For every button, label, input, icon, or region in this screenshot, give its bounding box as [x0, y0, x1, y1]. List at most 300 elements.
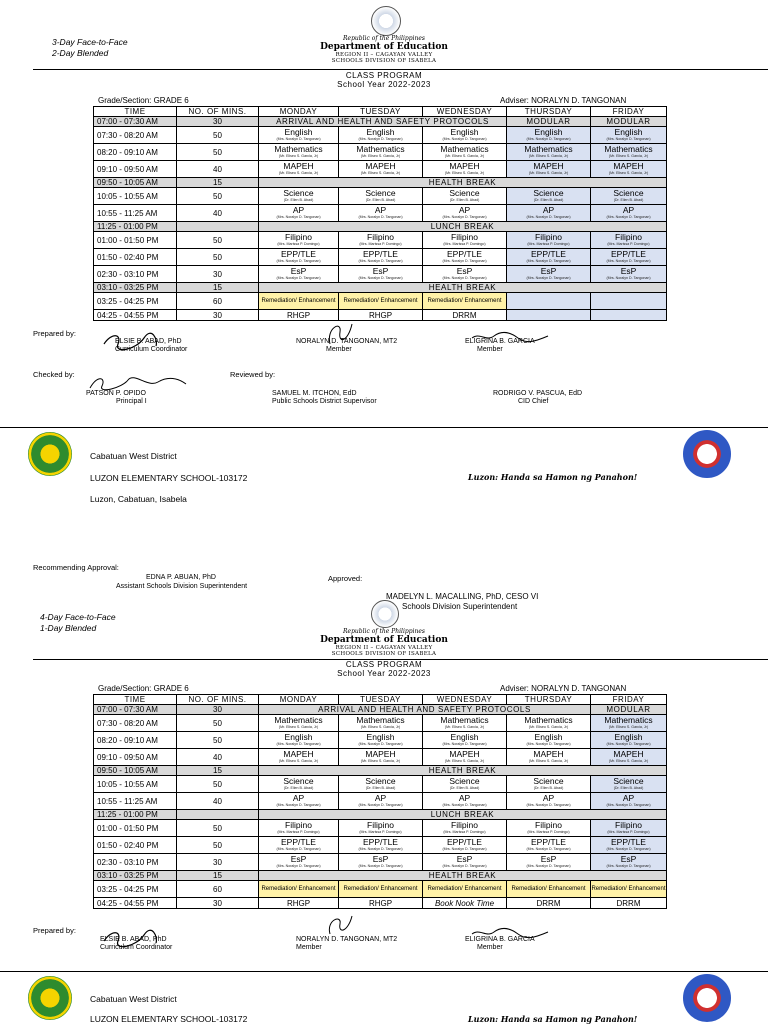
mins-cell: 15 — [177, 766, 259, 776]
subject-cell — [591, 266, 667, 283]
subject: MAPEH — [283, 161, 314, 171]
teacher: (Mr. Eliseo S. Garcia, Jr) — [360, 759, 401, 763]
deped-header — [284, 628, 484, 657]
subject-cell — [259, 127, 339, 144]
table-row — [94, 732, 667, 749]
mins-cell — [177, 222, 259, 232]
table-row — [94, 144, 667, 161]
teacher: (Dr. Ellen B. Abad) — [449, 198, 480, 202]
subject-cell — [507, 127, 591, 144]
subject-cell — [339, 161, 423, 178]
subject: AP — [622, 793, 635, 803]
table-row — [94, 705, 667, 715]
subject: Filipino — [451, 820, 478, 830]
time-cell: 09:50 - 10:05 AM — [94, 178, 177, 188]
reviewer-name: SAMUEL M. ITCHON, EdD — [272, 390, 357, 397]
teacher: (Mrs. Noralyn D. Tangonan) — [606, 742, 651, 746]
subject-cell — [339, 837, 423, 854]
teacher: (Mrs. Marissa P. Domingo) — [359, 830, 402, 834]
subject: EPP/TLE — [447, 837, 482, 847]
subject-cell — [259, 266, 339, 283]
recommending-role: Assistant Schools Division Superintendent — [116, 583, 248, 590]
modular-cell: MODULAR — [507, 117, 591, 127]
teacher: (Mr. Eliseo S. Garcia, Jr) — [528, 725, 569, 729]
subject: AP — [374, 793, 387, 803]
teacher: (Mrs. Noralyn D. Tangonan) — [442, 847, 487, 851]
subject: EsP — [456, 266, 473, 276]
col-header: NO. OF MINS. — [177, 695, 259, 705]
time-cell: 09:10 - 09:50 AM — [94, 749, 177, 766]
adviser: Adviser: NORALYN D. TANGONAN — [500, 96, 627, 105]
schedule-table-2 — [93, 694, 667, 909]
subject-cell — [339, 144, 423, 161]
teacher: (Mrs. Noralyn D. Tangonan) — [442, 742, 487, 746]
table-row — [94, 854, 667, 871]
table-row — [94, 871, 667, 881]
republic-text: Republic of the Philippines — [343, 628, 425, 635]
subject: Filipino — [285, 820, 312, 830]
teacher: (Dr. Ellen B. Abad) — [533, 198, 564, 202]
mins-cell: 50 — [177, 820, 259, 837]
teacher: (Mrs. Noralyn D. Tangonan) — [276, 137, 321, 141]
time-cell: 07:30 - 08:20 AM — [94, 127, 177, 144]
teacher: (Mrs. Noralyn D. Tangonan) — [358, 259, 403, 263]
subject-cell — [339, 854, 423, 871]
remediation-cell — [507, 881, 591, 898]
mins-cell: 40 — [177, 749, 259, 766]
teacher: (Mrs. Noralyn D. Tangonan) — [358, 137, 403, 141]
subject: Filipino — [285, 232, 312, 242]
subject: Science — [613, 776, 644, 786]
remediation-text: Remediation/ Enhancement — [427, 297, 502, 304]
mins-cell: 60 — [177, 293, 259, 310]
preparer-name: NORALYN D. TANGONAN, MT2 — [296, 936, 398, 943]
teacher: (Mrs. Noralyn D. Tangonan) — [526, 276, 571, 280]
subject: English — [366, 732, 395, 742]
subject-cell — [507, 144, 591, 161]
time-cell: 09:50 - 10:05 AM — [94, 766, 177, 776]
subject-cell — [423, 732, 507, 749]
region-text: REGION II – CAGAYAN VALLEY — [335, 52, 433, 58]
preparer-role: Member — [477, 346, 503, 353]
time-cell: 01:00 - 01:50 PM — [94, 820, 177, 837]
col-header: THURSDAY — [507, 107, 591, 117]
recommending-label: Recommending Approval: — [33, 563, 119, 572]
subject: AP — [542, 793, 555, 803]
mode-1 — [52, 37, 128, 59]
remediation-text: Remediation/ Enhancement — [261, 297, 336, 304]
table-row — [94, 188, 667, 205]
subject-cell — [259, 715, 339, 732]
subject-cell — [423, 232, 507, 249]
teacher: (Mrs. Noralyn D. Tangonan) — [606, 847, 651, 851]
preparer-name: NORALYN D. TANGONAN, MT2 — [296, 338, 398, 345]
teacher: (Mrs. Noralyn D. Tangonan) — [358, 276, 403, 280]
subject-cell — [339, 749, 423, 766]
subject-cell — [339, 232, 423, 249]
teacher: (Dr. Ellen B. Abad) — [613, 198, 644, 202]
mode-line: 2-Day Blended — [52, 48, 109, 58]
subject-cell — [259, 188, 339, 205]
mins-cell: 30 — [177, 898, 259, 909]
last-cell: Book Nook Time — [423, 898, 507, 909]
preparer-name: ELIGRINA B. GARCIA — [465, 338, 535, 345]
subject-cell — [259, 732, 339, 749]
teacher: (Mrs. Marissa P. Domingo) — [443, 830, 486, 834]
subject: Science — [449, 188, 480, 198]
col-header: WEDNESDAY — [423, 695, 507, 705]
mins-cell: 50 — [177, 188, 259, 205]
region-text: REGION II – CAGAYAN VALLEY — [335, 645, 433, 651]
mins-cell: 30 — [177, 310, 259, 321]
subject-cell — [423, 188, 507, 205]
subject-cell — [507, 249, 591, 266]
table-header-row — [94, 107, 667, 117]
subject-cell — [339, 266, 423, 283]
table-row — [94, 117, 667, 127]
teacher: (Mrs. Noralyn D. Tangonan) — [606, 137, 651, 141]
deped-seal-icon — [371, 600, 399, 628]
preparer-name: ELIGRINA B. GARCIA — [465, 936, 535, 943]
teacher: (Dr. Ellen B. Abad) — [449, 786, 480, 790]
district-text: Cabatuan West District — [90, 994, 177, 1004]
subject: English — [366, 127, 395, 137]
teacher: (Mr. Eliseo S. Garcia, Jr) — [444, 759, 485, 763]
division-text: SCHOOLS DIVISION OF ISABELA — [331, 58, 437, 64]
table-row — [94, 820, 667, 837]
subject: EPP/TLE — [611, 249, 646, 259]
teacher: (Mrs. Noralyn D. Tangonan) — [276, 847, 321, 851]
remediation-cell — [259, 293, 339, 310]
subject-cell — [507, 854, 591, 871]
time-cell: 11:25 - 01:00 PM — [94, 222, 177, 232]
teacher: (Mr. Eliseo S. Garcia, Jr) — [278, 154, 319, 158]
district-seal-icon — [28, 976, 72, 1020]
subject-cell — [259, 205, 339, 222]
subject-cell — [507, 715, 591, 732]
col-header: FRIDAY — [591, 695, 667, 705]
subject-cell — [423, 749, 507, 766]
dept-text: Department of Education — [320, 42, 448, 52]
mins-cell: 50 — [177, 837, 259, 854]
subject-cell — [339, 820, 423, 837]
table-row — [94, 293, 667, 310]
approved-name: MADELYN L. MACALLING, PhD, CESO VI — [386, 592, 539, 601]
preparer-1 — [115, 338, 187, 354]
year-text: School Year 2022-2023 — [337, 80, 431, 89]
empty-cell — [591, 310, 667, 321]
footer-rule — [0, 427, 768, 428]
subject-cell — [259, 161, 339, 178]
year-text: School Year 2022-2023 — [337, 669, 431, 678]
reviewer-2 — [493, 390, 582, 406]
grade-section: Grade/Section: GRADE 6 — [98, 96, 189, 105]
school-seal-icon — [683, 974, 731, 1022]
subject: EPP/TLE — [363, 249, 398, 259]
preparer-3 — [465, 338, 535, 354]
subject-cell — [423, 854, 507, 871]
remediation-cell — [259, 881, 339, 898]
subject-cell — [423, 776, 507, 793]
dept-text: Department of Education — [320, 635, 448, 645]
remediation-text: Remediation/ Enhancement — [343, 885, 418, 892]
preparer-name: ELSIE B. ABAD, PhD — [115, 338, 182, 345]
table-row — [94, 249, 667, 266]
checker-name: PATSON P. OPIDO — [86, 390, 146, 397]
grade-section: Grade/Section: GRADE 6 — [98, 684, 189, 693]
subject-cell — [591, 732, 667, 749]
subject-cell — [507, 820, 591, 837]
school-text: LUZON ELEMENTARY SCHOOL-103172 — [90, 1014, 248, 1024]
subject-cell — [507, 837, 591, 854]
preparer-role: Curriculum Coordinator — [100, 944, 173, 951]
break-cell: HEALTH BREAK — [259, 283, 667, 293]
subject: EPP/TLE — [363, 837, 398, 847]
teacher: (Mrs. Noralyn D. Tangonan) — [606, 276, 651, 280]
teacher: (Dr. Ellen B. Abad) — [283, 786, 314, 790]
subject-cell — [423, 715, 507, 732]
subject: Science — [365, 776, 396, 786]
table-row — [94, 266, 667, 283]
subject-cell — [507, 232, 591, 249]
subject-cell — [339, 715, 423, 732]
subject: EsP — [456, 854, 473, 864]
teacher: (Mr. Eliseo S. Garcia, Jr) — [528, 154, 569, 158]
teacher: (Mr. Eliseo S. Garcia, Jr) — [360, 154, 401, 158]
col-header: WEDNESDAY — [423, 107, 507, 117]
subject-cell — [591, 820, 667, 837]
table-row — [94, 127, 667, 144]
remediation-text: Remediation/ Enhancement — [427, 885, 502, 892]
teacher: (Mr. Eliseo S. Garcia, Jr) — [278, 171, 319, 175]
preparer-name: ELSIE B. ABAD, PhD — [100, 936, 167, 943]
col-header: THURSDAY — [507, 695, 591, 705]
table-row — [94, 222, 667, 232]
table-row — [94, 793, 667, 810]
table-row — [94, 161, 667, 178]
teacher: (Mr. Eliseo S. Garcia, Jr) — [444, 725, 485, 729]
subject: Filipino — [615, 820, 642, 830]
subject: Science — [449, 776, 480, 786]
table-row — [94, 776, 667, 793]
time-cell: 03:10 - 03:25 PM — [94, 283, 177, 293]
motto-text: Luzon: Handa sa Hamon ng Panahon! — [468, 1014, 638, 1024]
remediation-text: Remediation/ Enhancement — [511, 885, 586, 892]
teacher: (Mr. Eliseo S. Garcia, Jr) — [444, 154, 485, 158]
teacher: (Mrs. Noralyn D. Tangonan) — [606, 864, 651, 868]
subject: Filipino — [367, 232, 394, 242]
col-header: TUESDAY — [339, 695, 423, 705]
teacher: (Mrs. Noralyn D. Tangonan) — [358, 864, 403, 868]
reviewer-1 — [272, 390, 377, 406]
subject-cell — [259, 854, 339, 871]
teacher: (Mrs. Noralyn D. Tangonan) — [526, 259, 571, 263]
subject-cell — [339, 793, 423, 810]
last-cell: RHGP — [339, 310, 423, 321]
subject: AP — [622, 205, 635, 215]
table-row — [94, 881, 667, 898]
subject: Mathematics — [356, 144, 405, 154]
last-cell: RHGP — [259, 898, 339, 909]
teacher: (Mrs. Marissa P. Domingo) — [527, 242, 570, 246]
time-cell: 03:25 - 04:25 PM — [94, 293, 177, 310]
mins-cell: 15 — [177, 871, 259, 881]
mins-cell: 50 — [177, 144, 259, 161]
remediation-cell — [339, 881, 423, 898]
time-cell: 07:30 - 08:20 AM — [94, 715, 177, 732]
teacher: (Mr. Eliseo S. Garcia, Jr) — [608, 154, 649, 158]
subject-cell — [507, 205, 591, 222]
subject-cell — [339, 205, 423, 222]
subject: EPP/TLE — [447, 249, 482, 259]
time-cell: 04:25 - 04:55 PM — [94, 310, 177, 321]
time-cell: 09:10 - 09:50 AM — [94, 161, 177, 178]
deped-header — [284, 35, 484, 64]
mins-cell: 30 — [177, 705, 259, 715]
subject: AP — [458, 793, 471, 803]
prepared-label: Prepared by: — [33, 329, 76, 338]
subject-cell — [507, 732, 591, 749]
teacher: (Mrs. Noralyn D. Tangonan) — [442, 276, 487, 280]
mins-cell: 40 — [177, 205, 259, 222]
table-row — [94, 898, 667, 909]
subject-cell — [591, 127, 667, 144]
subject: EsP — [372, 266, 389, 276]
subject: Mathematics — [604, 715, 653, 725]
subject: Science — [533, 776, 564, 786]
subject: Filipino — [451, 232, 478, 242]
table-row — [94, 205, 667, 222]
subject-cell — [591, 854, 667, 871]
subject-cell — [423, 820, 507, 837]
teacher: (Mrs. Noralyn D. Tangonan) — [526, 864, 571, 868]
subject-cell — [591, 715, 667, 732]
subject-cell — [339, 127, 423, 144]
remediation-cell — [591, 881, 667, 898]
footer-rule — [0, 971, 768, 972]
time-cell: 10:05 - 10:55 AM — [94, 776, 177, 793]
preparer-role: Member — [326, 346, 352, 353]
subject-cell — [259, 793, 339, 810]
teacher: (Mrs. Marissa P. Domingo) — [443, 242, 486, 246]
subject-cell — [591, 776, 667, 793]
teacher: (Mr. Eliseo S. Garcia, Jr) — [278, 725, 319, 729]
subject: MAPEH — [533, 749, 564, 759]
mins-cell: 50 — [177, 732, 259, 749]
teacher: (Mrs. Noralyn D. Tangonan) — [442, 137, 487, 141]
subject: Mathematics — [440, 715, 489, 725]
preparer-role: Member — [477, 944, 503, 951]
republic-text: Republic of the Philippines — [343, 35, 425, 42]
col-header: TIME — [94, 695, 177, 705]
teacher: (Mrs. Marissa P. Domingo) — [527, 830, 570, 834]
subject: Mathematics — [524, 715, 573, 725]
deped-seal-icon — [371, 6, 401, 36]
subject-cell — [591, 249, 667, 266]
teacher: (Mrs. Noralyn D. Tangonan) — [276, 259, 321, 263]
time-cell: 08:20 - 09:10 AM — [94, 144, 177, 161]
subject: MAPEH — [613, 749, 644, 759]
col-header: TIME — [94, 107, 177, 117]
time-cell: 03:10 - 03:25 PM — [94, 871, 177, 881]
subject-cell — [259, 232, 339, 249]
subject: EsP — [540, 266, 557, 276]
school-text: LUZON ELEMENTARY SCHOOL-103172 — [90, 473, 248, 483]
teacher: (Mrs. Marissa P. Domingo) — [607, 830, 650, 834]
empty-cell — [591, 293, 667, 310]
teacher: (Mr. Eliseo S. Garcia, Jr) — [444, 171, 485, 175]
teacher: (Dr. Ellen B. Abad) — [365, 786, 396, 790]
subject: Mathematics — [274, 715, 323, 725]
school-seal-icon — [683, 430, 731, 478]
subject: MAPEH — [449, 749, 480, 759]
subject: EPP/TLE — [611, 837, 646, 847]
teacher: (Dr. Ellen B. Abad) — [365, 198, 396, 202]
time-cell: 04:25 - 04:55 PM — [94, 898, 177, 909]
subject: EsP — [620, 266, 637, 276]
subject: EsP — [540, 854, 557, 864]
checker-role: Principal I — [116, 398, 147, 405]
time-cell: 02:30 - 03:10 PM — [94, 266, 177, 283]
teacher: (Mrs. Noralyn D. Tangonan) — [526, 742, 571, 746]
teacher: (Mrs. Noralyn D. Tangonan) — [276, 864, 321, 868]
table-row — [94, 837, 667, 854]
mins-cell: 40 — [177, 793, 259, 810]
motto-text: Luzon: Handa sa Hamon ng Panahon! — [468, 472, 638, 482]
teacher: (Mrs. Noralyn D. Tangonan) — [442, 864, 487, 868]
last-cell: DRRM — [507, 898, 591, 909]
subject-cell — [423, 793, 507, 810]
subject-cell — [423, 266, 507, 283]
preparer-1 — [100, 936, 172, 952]
subject: EPP/TLE — [531, 837, 566, 847]
preparer-2 — [296, 936, 397, 952]
subject: EsP — [290, 854, 307, 864]
time-cell: 11:25 - 01:00 PM — [94, 810, 177, 820]
subject-cell — [591, 749, 667, 766]
subject: AP — [292, 205, 305, 215]
teacher: (Mrs. Noralyn D. Tangonan) — [526, 215, 571, 219]
subject: English — [614, 732, 643, 742]
time-cell: 10:05 - 10:55 AM — [94, 188, 177, 205]
teacher: (Mrs. Noralyn D. Tangonan) — [526, 137, 571, 141]
teacher: (Mrs. Noralyn D. Tangonan) — [606, 803, 651, 807]
subject-cell — [339, 188, 423, 205]
subject: Science — [283, 188, 314, 198]
break-cell: HEALTH BREAK — [259, 766, 667, 776]
subject-cell — [591, 161, 667, 178]
empty-cell — [507, 310, 591, 321]
subject-cell — [423, 205, 507, 222]
modular-cell: MODULAR — [591, 705, 667, 715]
signature-scribble-icon — [322, 912, 356, 938]
subject: Science — [533, 188, 564, 198]
subject: MAPEH — [449, 161, 480, 171]
subject: English — [534, 732, 563, 742]
time-cell: 10:55 - 11:25 AM — [94, 205, 177, 222]
teacher: (Mrs. Noralyn D. Tangonan) — [358, 803, 403, 807]
teacher: (Dr. Ellen B. Abad) — [613, 786, 644, 790]
subject: Filipino — [535, 820, 562, 830]
subject-cell — [591, 205, 667, 222]
subject: English — [450, 127, 479, 137]
subject: EPP/TLE — [281, 249, 316, 259]
mins-cell: 50 — [177, 127, 259, 144]
last-cell: RHGP — [339, 898, 423, 909]
subject: English — [284, 732, 313, 742]
preparer-2 — [296, 338, 397, 354]
subject-cell — [507, 793, 591, 810]
